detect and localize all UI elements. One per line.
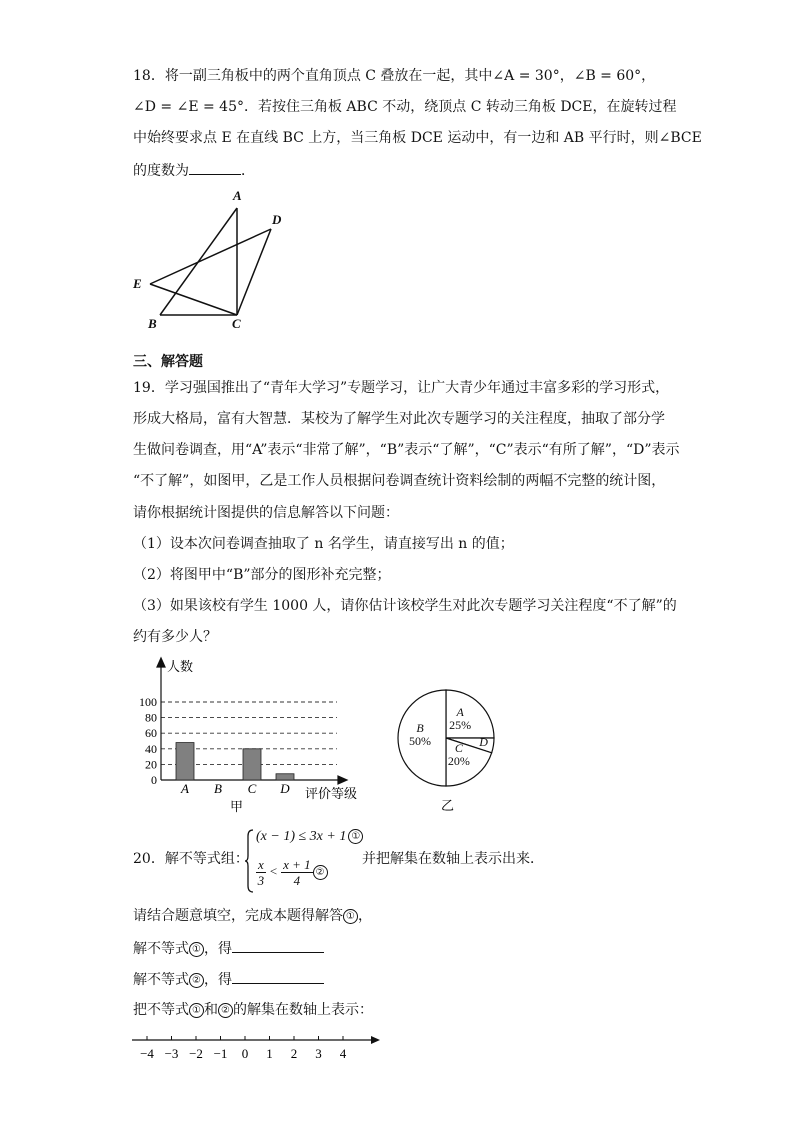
q18-line-1: 18．将一副三角板中的两个直角顶点 C 叠放在一起，其中∠A = 30°，∠B = 60°， <box>133 68 656 84</box>
y-tick-label: 100 <box>139 695 157 709</box>
q20-solve-2 <box>133 969 324 990</box>
q18-line-4-end: ． <box>241 163 255 179</box>
label-C: C <box>232 316 241 331</box>
q18-triangle-figure <box>126 186 296 332</box>
pie-label-B: B <box>416 721 424 735</box>
y-tick-label: 20 <box>145 757 157 772</box>
q20-eq2-mark: ② <box>313 865 328 880</box>
label-E: E <box>133 276 142 291</box>
q20-brace <box>245 828 255 894</box>
label-B: B <box>148 316 157 331</box>
q19-line-1: 19．学习强国推出了“青年大学习”专题学习，让广大青少年通过丰富多彩的学习形式， <box>133 380 670 396</box>
pie-chart-yi <box>392 686 502 816</box>
y-tick-label: 80 <box>145 710 157 725</box>
y-tick-label: 60 <box>145 726 157 741</box>
label-A: A <box>233 188 242 203</box>
number-line-label: 2 <box>290 1046 298 1061</box>
q18-line-2: ∠D = ∠E = 45°．若按住三角板 ABC 不动，绕顶点 C 转动三角板 DCE，在旋转过程 <box>133 99 677 115</box>
q19-sub-2: （2）将图甲中“B”部分的图形补充完整； <box>133 567 391 583</box>
x-tick-label-C: C <box>247 781 257 796</box>
y-tick-label: 40 <box>145 741 157 756</box>
pie-label-D: D <box>479 734 488 749</box>
q20-nl-mid: 和 <box>204 1002 218 1018</box>
pie-chart-caption: 乙 <box>441 799 455 814</box>
q19-sub-3b: 约有多少人？ <box>133 629 217 645</box>
q19-sub-1: （1）设本次问卷调查抽取了 n 名学生，请直接写出 n 的值； <box>133 536 514 552</box>
q20-solve-1 <box>133 938 324 959</box>
y-axis-label: 人数 <box>167 660 194 675</box>
x-axis-arrow <box>338 776 347 784</box>
pie-percent-A: 25% <box>449 717 472 732</box>
q19-line-5: 请你根据统计图提供的信息解答以下问题： <box>133 505 399 521</box>
y-axis-arrow <box>157 658 165 667</box>
q20-suffix: 并把解集在数轴上表示出来． <box>362 851 544 867</box>
q20-eq2-den1: 3 <box>257 873 265 888</box>
number-line-label: −3 <box>164 1046 179 1061</box>
pie-label-A: A <box>456 704 464 719</box>
number-line-label: −2 <box>189 1046 203 1061</box>
bar-chart-jia <box>125 655 385 815</box>
q20-prefix: 20．解不等式组： <box>133 851 249 867</box>
section-3-title: 三、解答题 <box>133 354 203 370</box>
q20-nl-mark-1: ① <box>189 1003 204 1018</box>
x-axis-label: 评价等级 <box>305 787 358 802</box>
bar-A <box>176 743 194 780</box>
pie-percent-B: 50% <box>409 734 431 748</box>
q19-line-3: 生做问卷调查，用“A”表示“非常了解”，“B”表示“了解”，“C”表示“有所了解”，“D”表示 <box>133 442 680 458</box>
q20-eq1-mark: ① <box>348 829 363 844</box>
q20-eq2-num1: x <box>258 857 264 872</box>
q20-instruction-end: ， <box>358 908 372 924</box>
q20-solve-2-end: ，得 <box>204 972 232 988</box>
q20-instruction <box>133 906 372 926</box>
q20-answer-blank-1[interactable] <box>232 938 324 953</box>
pie-label-C: C <box>454 740 463 755</box>
number-line <box>130 1030 385 1062</box>
q20-solve-1-mark: ① <box>189 942 204 957</box>
number-line-label: −4 <box>140 1046 154 1061</box>
number-line-label: 4 <box>339 1046 347 1061</box>
x-tick-label-B: B <box>214 781 222 796</box>
bar-chart-caption: 甲 <box>230 800 244 815</box>
label-D: D <box>272 212 282 227</box>
q20-numberline-prompt <box>133 1000 373 1020</box>
q20-nl-text-a: 把不等式 <box>133 1002 189 1018</box>
q20-equation-2 <box>256 857 328 888</box>
x-tick-label-D: D <box>280 781 290 796</box>
q18-line-3: 中始终要求点 E 在直线 BC 上方，当三角板 DCE 运动中，有一边和 AB 平行时，则∠BCE <box>133 130 702 146</box>
q19-line-4: “不了解”，如图甲，乙是工作人员根据问卷调查统计资料绘制的两幅不完整的统计图， <box>133 473 666 489</box>
q20-eq2-lt: < <box>269 863 278 879</box>
q20-answer-blank-2[interactable] <box>232 969 324 984</box>
q20-nl-text-b: 的解集在数轴上表示： <box>233 1002 373 1018</box>
q20-eq1-text: (x − 1) ≤ 3x + 1 <box>256 829 347 844</box>
q20-eq2-den2: 4 <box>293 873 301 888</box>
q20-solve-2-mark: ② <box>189 973 204 988</box>
q20-equation-1 <box>256 829 363 845</box>
q18-line-4-text: 的度数为 <box>133 163 189 179</box>
q18-answer-blank[interactable] <box>189 160 241 175</box>
q20-nl-mark-2: ② <box>218 1003 233 1018</box>
q19-line-2: 形成大格局，富有大智慧．某校为了解学生对此次专题学习的关注程度，抽取了部分学 <box>133 411 665 427</box>
number-line-label: 3 <box>315 1046 322 1061</box>
number-line-arrow <box>371 1036 380 1044</box>
q20-solve-1-text: 解不等式 <box>133 941 189 957</box>
q20-instruction-mark: ① <box>343 909 358 924</box>
number-line-label: 1 <box>266 1046 273 1061</box>
q19-sub-3a: （3）如果该校有学生 1000 人，请你估计该校学生对此次专题学习关注程度“不了解”的 <box>133 598 677 614</box>
q20-solve-1-end: ，得 <box>204 941 232 957</box>
number-line-label: −1 <box>213 1046 228 1061</box>
y-tick-label: 0 <box>151 773 157 787</box>
q20-instruction-text: 请结合题意填空，完成本题得解答 <box>133 908 343 924</box>
q18-line-4 <box>133 160 255 181</box>
number-line-label: 0 <box>241 1046 249 1061</box>
pie-percent-C: 20% <box>447 753 470 768</box>
bar-C <box>243 749 261 780</box>
q20-eq2-num2: x + 1 <box>283 857 311 872</box>
q20-solve-2-text: 解不等式 <box>133 972 189 988</box>
x-tick-label-A: A <box>181 781 189 796</box>
bar-D <box>276 774 294 780</box>
